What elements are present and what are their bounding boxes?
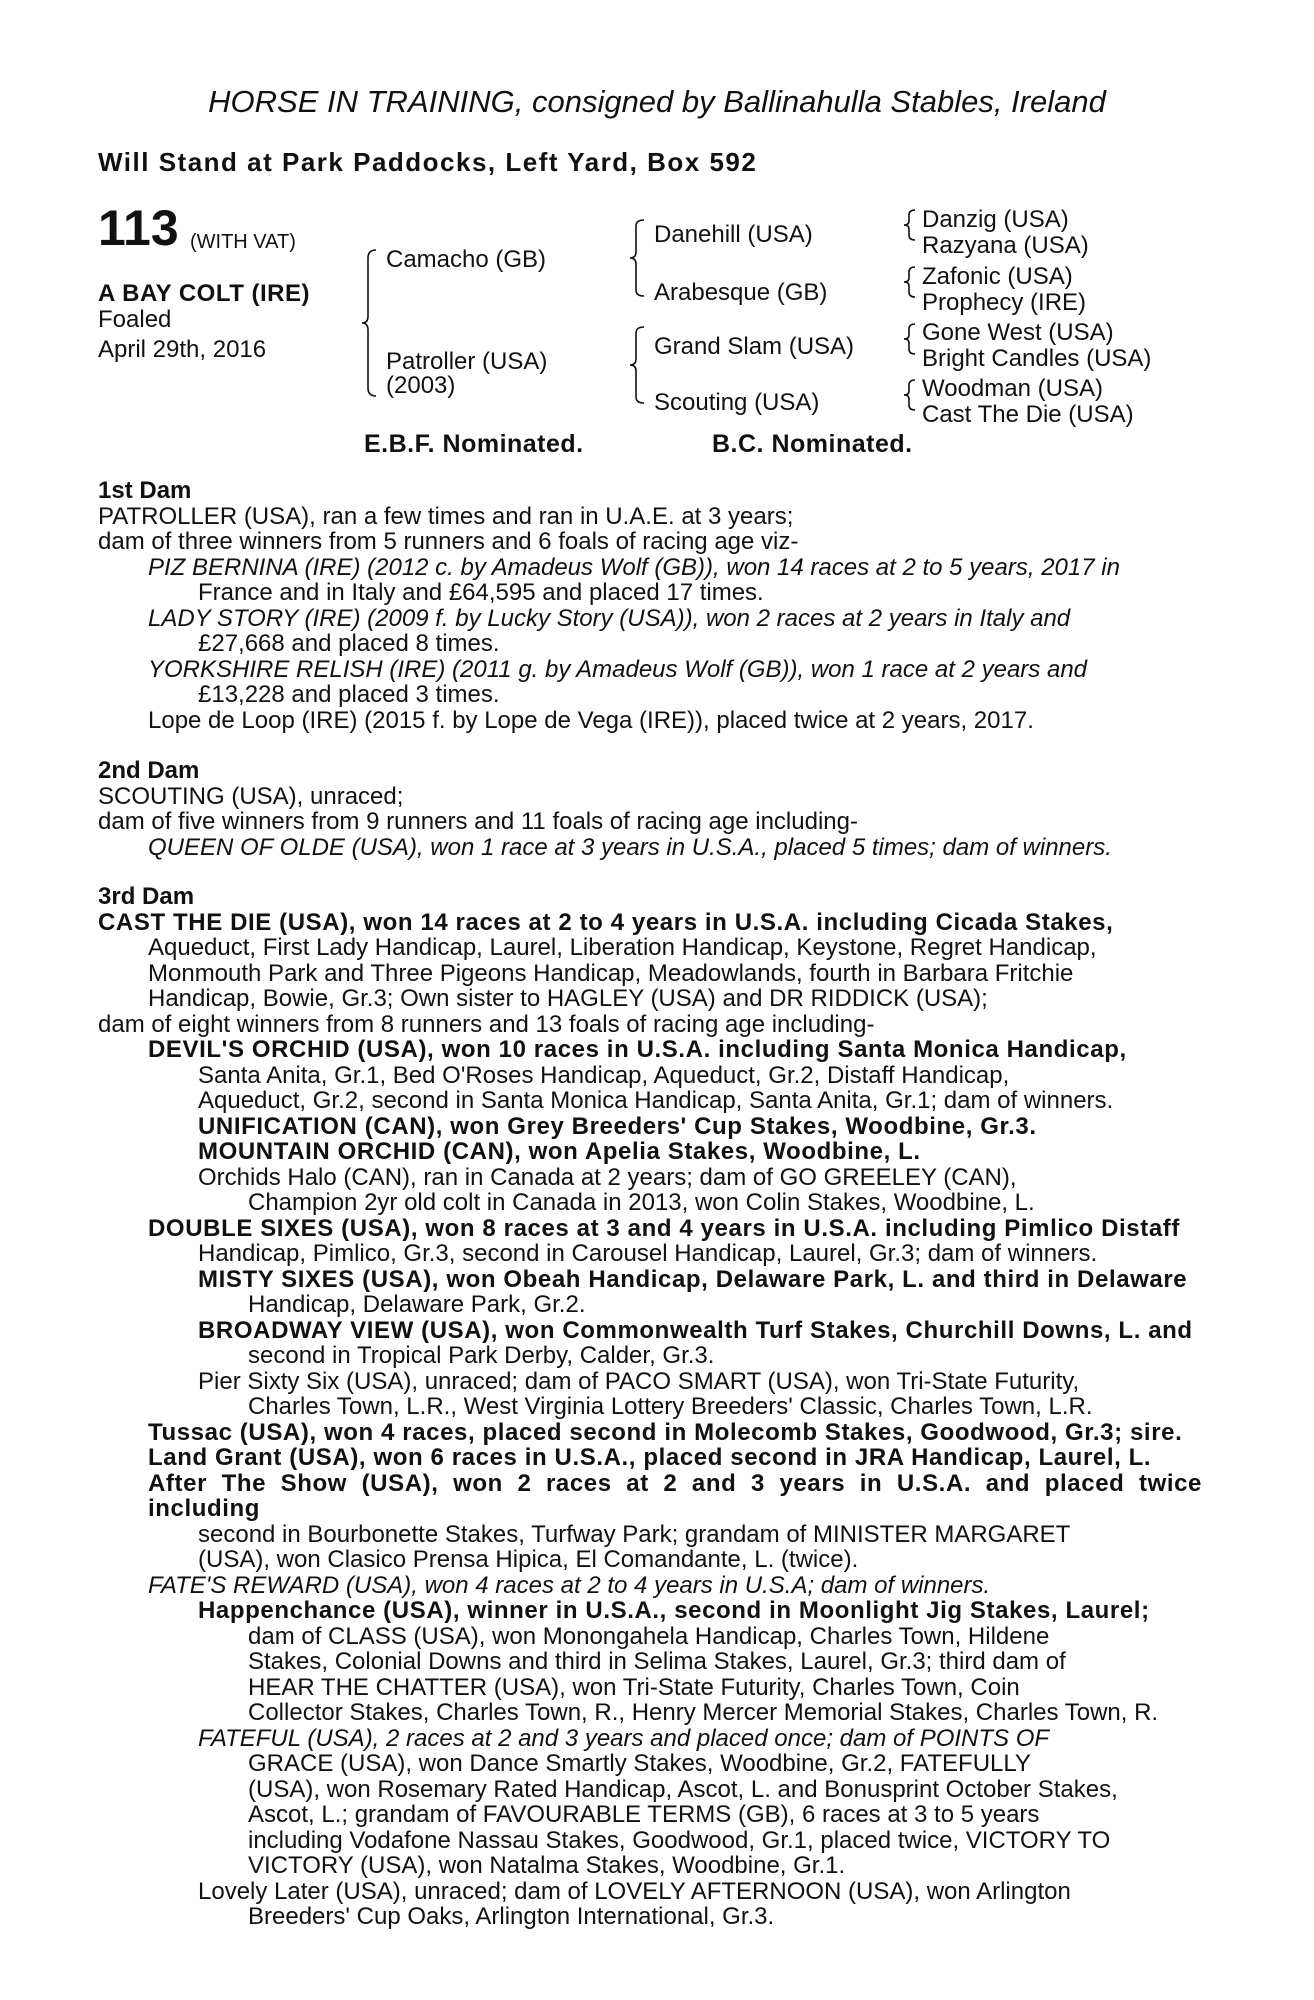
pedigree-g3-4: Prophecy (IRE) xyxy=(922,289,1087,316)
pedigree-bracket-sire xyxy=(628,218,648,298)
vat-note: (WITH VAT) xyxy=(190,231,296,253)
pedigree-g3-2: Razyana (USA) xyxy=(922,232,1089,259)
text-line: Stakes, Colonial Downs and third in Selima Stakes, Laurel, Gr.3; third dam of xyxy=(248,1648,1066,1675)
text-line: DEVIL'S ORCHID (USA), won 10 races in U.S.A. including Santa Monica Handicap, xyxy=(148,1036,1127,1063)
text-line: QUEEN OF OLDE (USA), won 1 race at 3 years in U.S.A., placed 5 times; dam of winners. xyxy=(148,833,1112,861)
lot-description: A BAY COLT (IRE) xyxy=(98,280,311,307)
text-line: Pier Sixty Six (USA), unraced; dam of PACO SMART (USA), won Tri-State Futurity, xyxy=(198,1367,1080,1395)
pedigree-g3-6: Bright Candles (USA) xyxy=(922,345,1152,372)
foaled-date: April 29th, 2016 xyxy=(98,336,267,363)
text-line: Santa Anita, Gr.1, Bed O'Roses Handicap, Aqueduct, Gr.2, Distaff Handicap, xyxy=(198,1061,1010,1089)
text-line: Champion 2yr old colt in Canada in 2013, won Colin Stakes, Woodbine, L. xyxy=(248,1189,1035,1216)
pedigree-bracket-g3-1 xyxy=(902,208,918,242)
pedigree-bracket-g3-4 xyxy=(902,378,918,412)
pedigree-dam: Patroller (USA) xyxy=(386,348,548,375)
text-line: GRACE (USA), won Dance Smartly Stakes, Woodbine, Gr.2, FATEFULLY xyxy=(248,1750,1031,1777)
text-line: MISTY SIXES (USA), won Obeah Handicap, Delaware Park, L. and third in Delaware xyxy=(198,1265,1188,1293)
text-line: dam of CLASS (USA), won Monongahela Handicap, Charles Town, Hildene xyxy=(248,1622,1050,1650)
text-line: Orchids Halo (CAN), ran in Canada at 2 years; dam of GO GREELEY (CAN), xyxy=(198,1163,1017,1191)
text-line: Breeders' Cup Oaks, Arlington International, Gr.3. xyxy=(248,1903,775,1930)
text-line: Tussac (USA), won 4 races, placed second in Molecomb Stakes, Goodwood, Gr.3; sire. xyxy=(148,1418,1183,1446)
text-line: second in Bourbonette Stakes, Turfway Park; grandam of MINISTER MARGARET xyxy=(198,1520,1071,1548)
pedigree-bracket-main xyxy=(360,248,380,398)
text-line: SCOUTING (USA), unraced; xyxy=(98,782,404,810)
text-line: dam of three winners from 5 runners and 6 foals of racing age viz- xyxy=(98,528,799,555)
text-line: PIZ BERNINA (IRE) (2012 c. by Amadeus Wolf (GB)), won 14 races at 2 to 5 years, 2017 in xyxy=(148,553,1120,581)
text-line: France and in Italy and £64,595 and placed 17 times. xyxy=(198,579,764,606)
third-dam-heading: 3rd Dam xyxy=(98,883,195,910)
pedigree-g3-1: Danzig (USA) xyxy=(922,206,1069,233)
ebf-nominated: E.B.F. Nominated. xyxy=(364,430,584,458)
text-line: Land Grant (USA), won 6 races in U.S.A., placed second in JRA Handicap, Laurel, L. xyxy=(148,1444,1152,1471)
text-line: FATEFUL (USA), 2 races at 2 and 3 years and placed once; dam of POINTS OF xyxy=(198,1724,1050,1752)
bc-nominated: B.C. Nominated. xyxy=(712,430,913,458)
text-line: Collector Stakes, Charles Town, R., Henry Mercer Memorial Stakes, Charles Town, R. xyxy=(248,1699,1159,1726)
first-dam-heading: 1st Dam xyxy=(98,477,192,504)
second-dam-section xyxy=(98,758,1202,860)
text-line: YORKSHIRE RELISH (IRE) (2011 g. by Amadeus Wolf (GB)), won 1 race at 2 years and xyxy=(148,655,1088,683)
text-line: Handicap, Delaware Park, Gr.2. xyxy=(248,1291,586,1318)
pedigree-g3-7: Woodman (USA) xyxy=(922,375,1103,402)
pedigree-sire-dam: Arabesque (GB) xyxy=(654,279,828,306)
text-line: VICTORY (USA), won Natalma Stakes, Woodbine, Gr.1. xyxy=(248,1852,846,1879)
pedigree-g3-3: Zafonic (USA) xyxy=(922,263,1073,290)
text-line: (USA), won Clasico Prensa Hipica, El Comandante, L. (twice). xyxy=(198,1546,859,1573)
pedigree-sire-sire: Danehill (USA) xyxy=(654,221,813,248)
pedigree-dam-sire: Grand Slam (USA) xyxy=(654,333,855,360)
text-line: After The Show (USA), won 2 races at 2 and 3 years in U.S.A. and placed twice including xyxy=(148,1469,1210,1522)
page-header-title: HORSE IN TRAINING, consigned by Ballinahulla Stables, Ireland xyxy=(208,84,1106,119)
text-line: MOUNTAIN ORCHID (CAN), won Apelia Stakes, Woodbine, L. xyxy=(198,1138,921,1165)
text-line: Charles Town, L.R., West Virginia Lottery Breeders' Classic, Charles Town, L.R. xyxy=(248,1393,1093,1420)
text-line: LADY STORY (IRE) (2009 f. by Lucky Story (USA)), won 2 races at 2 years in Italy and xyxy=(148,604,1071,632)
text-line: (USA), won Rosemary Rated Handicap, Ascot, L. and Bonusprint October Stakes, xyxy=(248,1775,1118,1803)
text-line: £27,668 and placed 8 times. xyxy=(198,630,500,657)
text-line: dam of five winners from 9 runners and 11 foals of racing age including- xyxy=(98,808,858,835)
text-line: Handicap, Pimlico, Gr.3, second in Carousel Handicap, Laurel, Gr.3; dam of winners. xyxy=(198,1240,1098,1267)
pedigree-bracket-dam xyxy=(628,325,648,405)
text-line: PATROLLER (USA), ran a few times and ran in U.A.E. at 3 years; xyxy=(98,502,794,530)
pedigree-dam-dam: Scouting (USA) xyxy=(654,389,820,416)
stable-location: Will Stand at Park Paddocks, Left Yard, Box 592 xyxy=(98,147,758,177)
text-line: including Vodafone Nassau Stakes, Goodwood, Gr.1, placed twice, VICTORY TO xyxy=(248,1826,1111,1854)
lot-number: 113 xyxy=(98,200,179,256)
pedigree-g3-5: Gone West (USA) xyxy=(922,319,1114,346)
text-line: BROADWAY VIEW (USA), won Commonwealth Turf Stakes, Churchill Downs, L. and xyxy=(198,1316,1193,1344)
text-line: Aqueduct, First Lady Handicap, Laurel, Liberation Handicap, Keystone, Regret Handicap, xyxy=(148,934,1097,961)
text-line: DOUBLE SIXES (USA), won 8 races at 3 and 4 years in U.S.A. including Pimlico Distaff xyxy=(148,1214,1180,1242)
text-line: FATE'S REWARD (USA), won 4 races at 2 to 4 years in U.S.A; dam of winners. xyxy=(148,1571,991,1599)
text-line: Ascot, L.; grandam of FAVOURABLE TERMS (GB), 6 races at 3 to 5 years xyxy=(248,1801,1040,1828)
text-line: second in Tropical Park Derby, Calder, Gr.3. xyxy=(248,1342,715,1369)
pedigree-bracket-g3-3 xyxy=(902,322,918,356)
text-line: Lovely Later (USA), unraced; dam of LOVELY AFTERNOON (USA), won Arlington xyxy=(198,1877,1071,1905)
text-line: dam of eight winners from 8 runners and 13 foals of racing age including- xyxy=(98,1010,875,1038)
third-dam-section xyxy=(98,883,1210,1930)
pedigree-g3-8: Cast The Die (USA) xyxy=(922,401,1134,428)
pedigree-sire: Camacho (GB) xyxy=(386,246,547,273)
foaled-info xyxy=(98,305,266,365)
foaled-label: Foaled xyxy=(98,306,172,333)
text-line: HEAR THE CHATTER (USA), won Tri-State Futurity, Charles Town, Coin xyxy=(248,1673,1020,1701)
text-line: Lope de Loop (IRE) (2015 f. by Lope de Vega (IRE)), placed twice at 2 years, 2017. xyxy=(148,706,1034,734)
text-line: Happenchance (USA), winner in U.S.A., second in Moonlight Jig Stakes, Laurel; xyxy=(198,1597,1150,1624)
pedigree-bracket-g3-2 xyxy=(902,265,918,299)
text-line: Aqueduct, Gr.2, second in Santa Monica Handicap, Santa Anita, Gr.1; dam of winners. xyxy=(198,1087,1114,1114)
text-line: UNIFICATION (CAN), won Grey Breeders' Cup Stakes, Woodbine, Gr.3. xyxy=(198,1112,1037,1140)
second-dam-heading: 2nd Dam xyxy=(98,757,200,784)
first-dam-section xyxy=(98,478,1202,733)
text-line: Handicap, Bowie, Gr.3; Own sister to HAGLEY (USA) and DR RIDDICK (USA); xyxy=(148,985,988,1012)
text-line: Monmouth Park and Three Pigeons Handicap, Meadowlands, fourth in Barbara Fritchie xyxy=(148,959,1074,987)
pedigree-dam-year: (2003) xyxy=(386,372,456,399)
text-line: CAST THE DIE (USA), won 14 races at 2 to 4 years in U.S.A. including Cicada Stakes, xyxy=(98,908,1114,936)
text-line: £13,228 and placed 3 times. xyxy=(198,681,500,708)
